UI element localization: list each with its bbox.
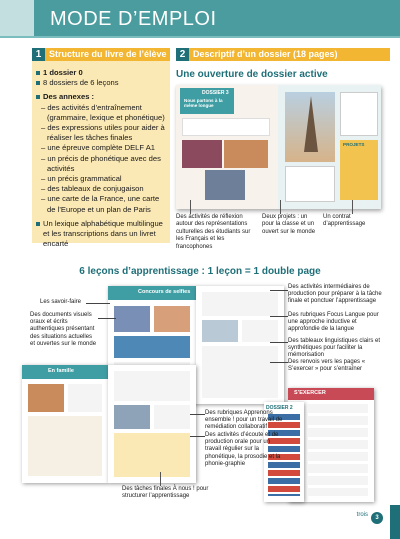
spread-photo [182, 140, 222, 168]
exercise-list [308, 404, 368, 496]
page-number: 3 [371, 512, 383, 524]
section2-title: Descriptif d’un dossier (18 pages) [193, 49, 338, 59]
section3-title: 6 leçons d’apprentissage : 1 leçon = 1 double page [79, 266, 321, 277]
label-documents: Des documents visuels oraux et écrits authentiques présentant des situations actuelles et ouvertes sur le monde [30, 312, 97, 347]
leader-line [190, 436, 205, 437]
label-renvois: Des renvois vers les pages « S’exercer » pour s’entraîner [288, 359, 366, 373]
leader-line [280, 200, 281, 214]
leader-line [98, 318, 116, 319]
annex-item: – un précis de phonétique avec des activités [41, 153, 161, 173]
leader-line [86, 303, 110, 304]
lesson-photo [114, 306, 150, 332]
caption-projets: Deux projets : un pour la classe et un ouvert sur le monde [262, 214, 316, 235]
section2-subtitle: Une ouverture de dossier active [176, 69, 328, 80]
leader-line [270, 290, 288, 291]
spread-text-block [285, 166, 335, 202]
lesson-task-box [114, 433, 190, 477]
lesson-photo [114, 336, 190, 358]
annex-item: – des expressions utiles pour aider à réaliser les tâches finales [41, 123, 165, 143]
annex-item: – un précis grammatical [41, 174, 122, 184]
lesson-text [202, 292, 278, 316]
section1-title: Structure du livre de l’élève [49, 49, 167, 59]
lesson-text [68, 384, 102, 412]
label-taches-finales: Des tâches finales À nous ! pour structurer l’apprentissage [122, 486, 209, 500]
leader-line [270, 316, 288, 317]
caption-reflexion: Des activités de réflexion autour des représentations culturelles des étudiants sur les Français et les francophones [176, 214, 251, 250]
lesson-photo [28, 384, 64, 412]
leader-line [352, 200, 353, 214]
label-ecoute: Des activités d’écoute et de production orale pour un travail régulier sur la phonétique, la prosodie et la phonie-graphie [205, 432, 281, 467]
spread-photo [224, 140, 268, 168]
spread-banner [180, 88, 234, 114]
leader-line [190, 414, 205, 415]
leader-line [270, 362, 288, 363]
annex-item: – des tableaux de conjugaison [41, 184, 144, 194]
page-title-concours: Concours de selfies [138, 289, 191, 295]
lesson-photo [202, 320, 238, 342]
label-focus-langue: Des rubriques Focus Langue pour une approche inductive et approfondie de la langue [288, 312, 379, 333]
section2-number: 2 [176, 48, 189, 61]
spread-dossier-label: DOSSIER 3 [202, 90, 229, 96]
lesson-text [154, 405, 190, 429]
lesson-text [242, 320, 278, 342]
page-title-exercer: S’EXERCER [294, 390, 326, 396]
label-activites-intermediaires: Des activités intermédiaires de production pour préparer à la tâche finale et ponctuer l’apprentissage [288, 284, 382, 305]
leader-line [270, 342, 288, 343]
edge-strip [390, 505, 400, 539]
list-item: Un lexique alphabétique multilingue et les transcriptions dans un livret encarté [36, 219, 168, 250]
list-item: Des annexes : [36, 92, 168, 102]
leader-line [160, 472, 161, 486]
list-item: 8 dossiers de 6 leçons [36, 78, 168, 88]
lesson-photo [114, 405, 150, 429]
lesson-text [114, 371, 190, 401]
annex-item: – des activités d’entraînement (grammaire, lexique et phonétique) [41, 102, 165, 122]
spread-project-box [340, 140, 378, 200]
page-word: trois [356, 512, 368, 518]
header-divider [0, 36, 400, 38]
spread-photo [205, 170, 245, 200]
page-title-famille: En famille [48, 368, 74, 374]
section1-number: 1 [32, 48, 45, 61]
header-tab [0, 0, 34, 36]
annex-item: – une carte de la France, une carte de l’Europe et un plan de Paris [41, 194, 160, 214]
leader-line [190, 200, 191, 214]
section1-list [36, 68, 168, 249]
lesson-text [28, 416, 102, 476]
lesson-text [202, 346, 278, 398]
lesson-photo [154, 306, 190, 332]
eiffel-tower-icon [304, 96, 318, 152]
spread-banner-title: Nous partons à la même longue [184, 98, 223, 108]
page-title-dossier: DOSSIER 2 [266, 405, 293, 411]
annex-item: – une épreuve complète DELF A1 [41, 143, 155, 153]
page-title: MODE D’EMPLOI [50, 8, 217, 30]
label-tableaux: Des tableaux linguistiques clairs et synthétiques pour faciliter la mémorisation [288, 338, 381, 359]
spread-text-block [340, 92, 378, 136]
label-apprenons: Des rubriques Apprenons ensemble ! pour un travail de remédiation collaboratif [205, 410, 283, 431]
spread-text-block [182, 118, 270, 136]
spread-projects-label: PROJETS [343, 142, 365, 147]
label-savoir-faire: Les savoir-faire [40, 299, 82, 305]
caption-contrat: Un contrat d’apprentissage [323, 214, 366, 228]
list-item: 1 dossier 0 [36, 68, 168, 78]
